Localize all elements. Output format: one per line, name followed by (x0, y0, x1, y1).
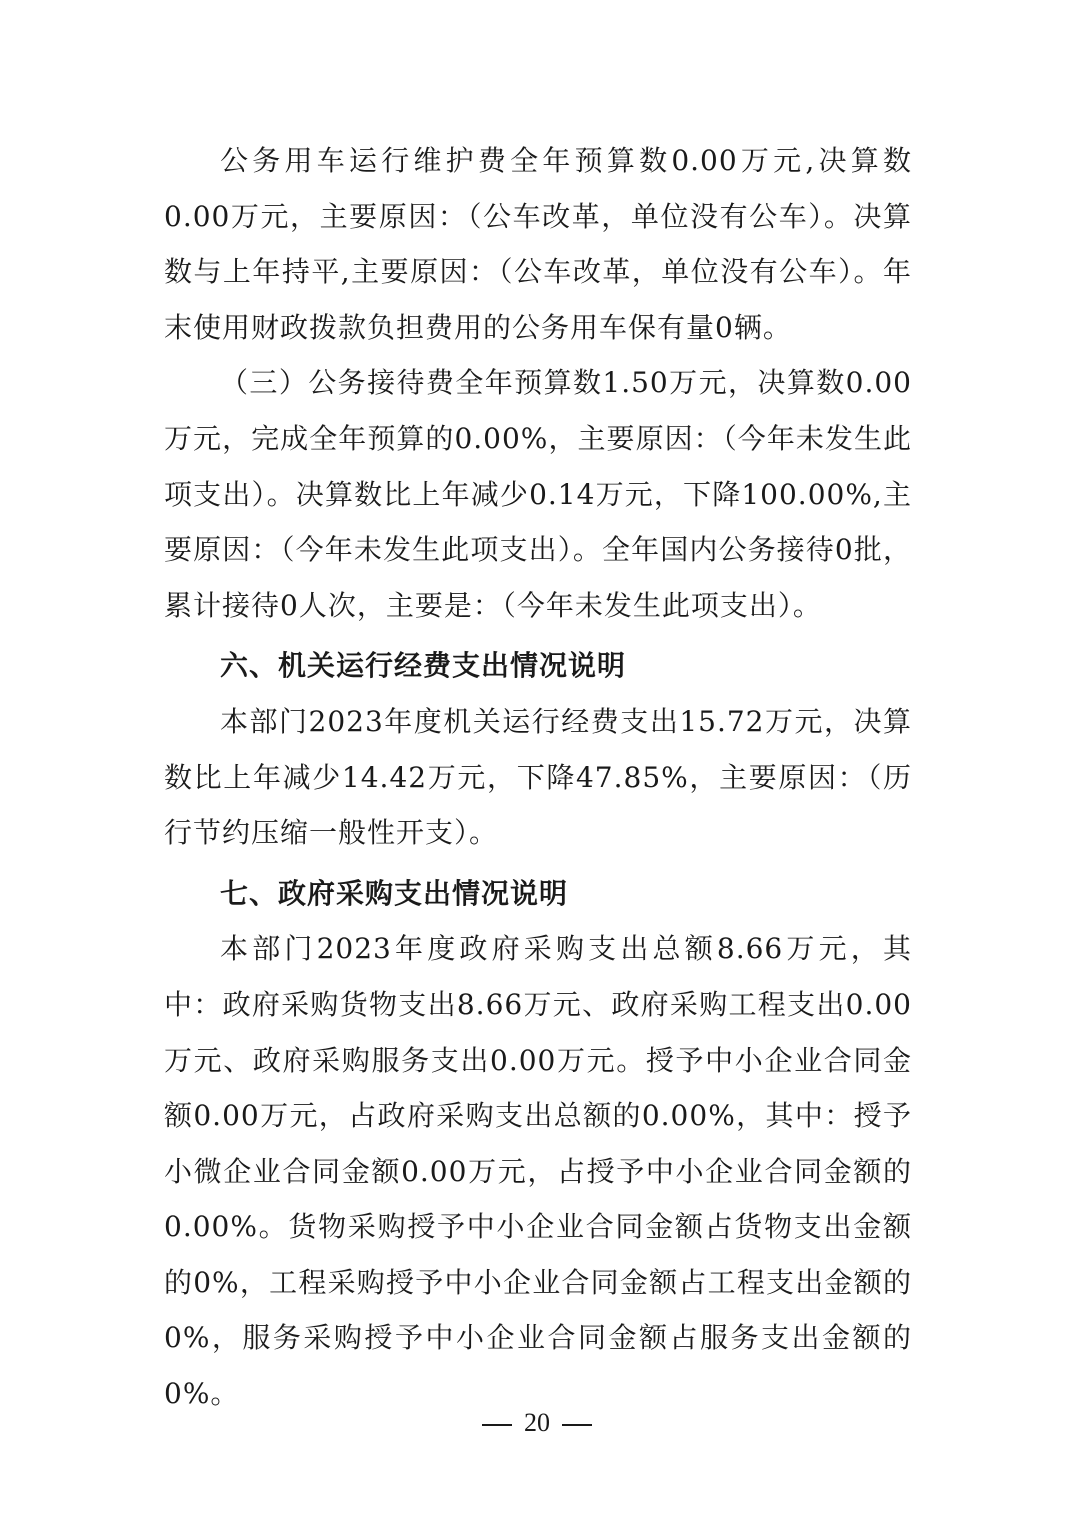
page-number: 20 (524, 1408, 550, 1437)
page-footer (0, 1408, 1074, 1438)
document-body (164, 133, 912, 1422)
footer-dash-left (482, 1424, 512, 1426)
paragraph-operating-expense: 本部门2023年度机关运行经费支出15.72万元，决算数比上年减少14.42万元，下降47.85%，主要原因：（历行节约压缩一般性开支）。 (164, 704, 912, 850)
section-heading-operating-expense: 六、机关运行经费支出情况说明 (220, 649, 627, 683)
paragraph-vehicle-maintenance: 公务用车运行维护费全年预算数0.00万元,决算数0.00万元，主要原因：（公车改革，单位没有公车）。决算数与上年持平,主要原因：（公车改革，单位没有公车）。年末使用财政拨款负担费用的公务用车保有量0辆。 (164, 144, 912, 344)
footer-dash-right (562, 1424, 592, 1426)
section-heading-procurement: 七、政府采购支出情况说明 (220, 876, 569, 910)
paragraph-reception-expense: （三）公务接待费全年预算数1.50万元，决算数0.00万元，完成全年预算的0.00%，主要原因：（今年未发生此项支出）。决算数比上年减少0.14万元，下降100.00%,主要原因：（今年未发生此项支出）。全年国内公务接待0批，累计接待0人次，主要是：（今年未发生此项支出）。 (164, 366, 912, 622)
paragraph-procurement: 本部门2023年度政府采购支出总额8.66万元，其中：政府采购货物支出8.66万元、政府采购工程支出0.00万元、政府采购服务支出0.00万元。授予中小企业合同金额0.00万元，占政府采购支出总额的0.00%，其中：授予小微企业合同金额0.00万元，占授予中小企业合同金额的0.00%。货物采购授予中小企业合同金额占货物支出金额的0%，工程采购授予中小企业合同金额占工程支出金额的0%，服务采购授予中小企业合同金额占服务支出金额的0%。 (164, 932, 912, 1411)
